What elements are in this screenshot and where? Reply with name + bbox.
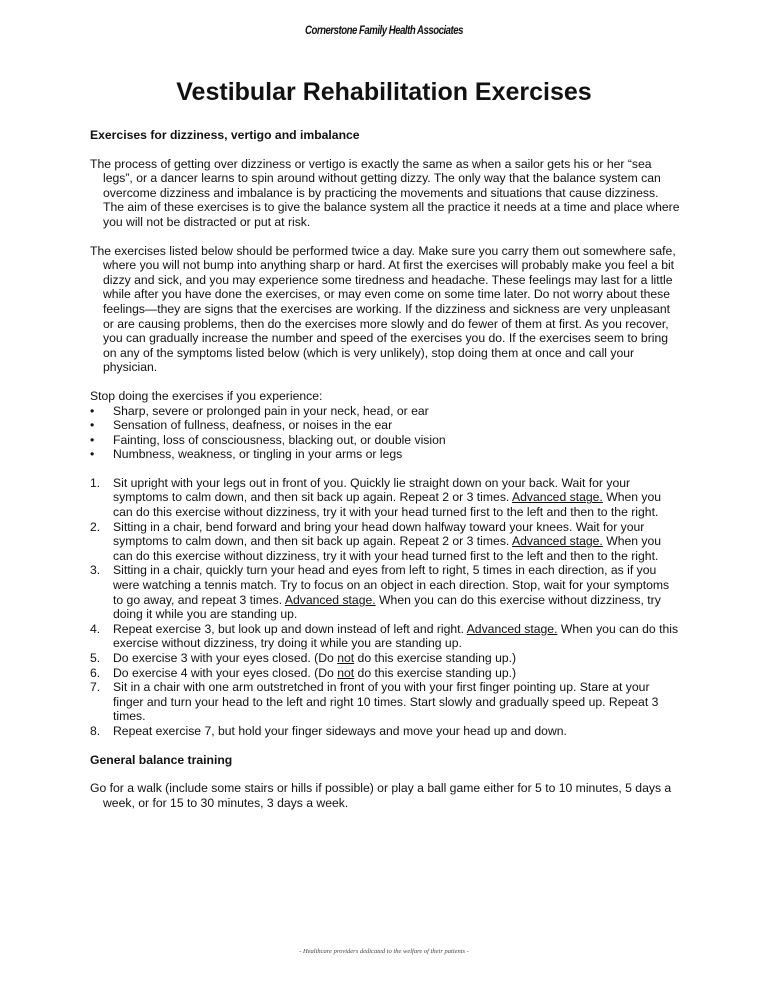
advanced-stage-label: Advanced stage. [512, 534, 603, 549]
exercise-number: 1. [90, 475, 101, 490]
symptom-text: Fainting, loss of consciousness, blacking out, or double vision [113, 432, 446, 447]
symptom-item [90, 447, 682, 462]
exercise-text-cont: do this exercise standing up.) [354, 665, 517, 680]
section-heading-exercises: Exercises for dizziness, vertigo and imbalance [90, 128, 360, 142]
exercise-number: 5. [90, 651, 101, 665]
page-title: Vestibular Rehabilitation Exercises [176, 78, 592, 106]
exercise-text-cont: When you can do this exercise without dizziness, try it with your head turned first to the left and then to the right. [113, 490, 662, 520]
symptom-text: Sensation of fullness, deafness, or noises in the ear [113, 418, 393, 433]
section-heading-balance: General balance training [90, 752, 233, 767]
exercise-number: 7. [90, 680, 101, 695]
practice-header: Cornerstone Family Health Associates [305, 23, 463, 37]
stop-intro: Stop doing the exercises if you experience: [90, 388, 323, 403]
exercise-item [90, 680, 682, 724]
exercise-text: Repeat exercise 3, but look up and down instead of left and right. [113, 621, 467, 636]
footer-tagline: - Healthcare providers dedicated to the welfare of their patients - [299, 948, 469, 955]
exercise-item [90, 724, 682, 739]
exercise-text: Repeat exercise 7, but hold your finger sideways and move your head up and down. [113, 723, 567, 738]
exercise-text-cont: When you can do this exercise without dizziness, try doing it while you are standing up. [113, 592, 661, 622]
exercise-item [90, 520, 682, 564]
exercise-number: 8. [90, 723, 101, 738]
exercise-number: 2. [90, 519, 101, 534]
symptom-list [90, 404, 682, 462]
advanced-stage-label: Advanced stage. [466, 621, 558, 636]
advanced-stage-label: Advanced stage. [512, 490, 603, 505]
exercise-item [90, 651, 682, 666]
exercise-item [90, 622, 682, 651]
exercise-text: Sitting in a chair, quickly turn your head and eyes from left to right, 5 times in each direction, as if you were watching a tennis match. Try to focus on an object in each direction. Stop, wait for your symptoms to go away, and repeat 3 times. [113, 563, 670, 607]
intro-paragraph: The process of getting over dizziness or vertigo is exactly the same as when a sailor gets his or her “sea legs”, or a dancer learns to spin around without getting dizzy. The only way that the balance system can overcome dizziness and imbalance is by practicing the movements and situations that cause dizziness. The aim of these exercises is to give the balance system all the practice it needs at a time and place where you will not be distracted or put at risk. [90, 156, 680, 229]
emphasis-not: not [337, 651, 355, 665]
exercise-item [90, 476, 682, 520]
advanced-stage-label: Advanced stage. [284, 592, 376, 607]
exercise-number: 3. [90, 563, 101, 578]
exercise-text-cont: When you can do this exercise without dizziness, try doing it while you are standing up. [113, 621, 679, 651]
exercise-number: 4. [90, 621, 101, 636]
bullet-icon: • [90, 403, 95, 418]
symptom-item [90, 433, 682, 448]
bullet-icon: • [90, 447, 95, 462]
exercise-text: Sit in a chair with one arm outstretched in front of you with your first finger pointing up. Stare at your finger and turn your head to the left and right 10 times. Start slowly and gradually speed up. Repeat 3 times. [113, 680, 659, 724]
exercise-text: Do exercise 4 with your eyes closed. (Do [113, 665, 338, 680]
symptom-item [90, 418, 682, 433]
exercise-text-cont: When you can do this exercise without dizziness, try it with your head turned first to the left and then to the right. [113, 534, 662, 563]
balance-paragraph: Go for a walk (include some stairs or hills if possible) or play a ball game either for 5 to 10 minutes, 5 days a week, or for 15 to 30 minutes, 3 days a week. [90, 781, 672, 810]
exercise-list [90, 476, 682, 739]
exercise-number: 6. [90, 665, 101, 680]
exercise-item [90, 666, 682, 681]
instructions-paragraph: The exercises listed below should be performed twice a day. Make sure you carry them out somewhere safe, where you will not bump into anything sharp or hard. At first the exercises will probably make you feel a bit dizzy and sick, and you may experience some tiredness and headache. These feelings may last for a little while after you have done the exercises, or may even come on some time later. Do not worry about these feelings—they are signs that the exercises are working. If the dizziness and sickness are very unpleasant or are causing problems, then do the exercises more slowly and do fewer of them at first. As you recover, you can gradually increase the number and speed of the exercises you do. If the exercises seem to bring on any of the symptoms listed below (which is very unlikely), stop doing them at once and call your physician. [90, 243, 676, 375]
emphasis-not: not [337, 665, 355, 680]
exercise-text: Sitting in a chair, bend forward and bring your head down halfway toward your knees. Wait for your symptoms to calm down, and then sit back up again. Repeat 2 or 3 times. [113, 519, 645, 549]
bullet-icon: • [90, 432, 95, 447]
exercise-item [90, 563, 682, 621]
bullet-icon: • [90, 418, 95, 433]
exercise-text: Do exercise 3 with your eyes closed. (Do [113, 651, 338, 665]
symptom-item [90, 404, 682, 419]
symptom-text: Sharp, severe or prolonged pain in your neck, head, or ear [113, 403, 429, 418]
document-body [90, 128, 682, 824]
exercise-text: Sit upright with your legs out in front of you. Quickly lie straight down on your back. Wait for your symptoms to calm down, and then sit back up again. Repeat 2 or 3 times. [113, 475, 631, 505]
exercise-text-cont: do this exercise standing up.) [354, 651, 517, 665]
symptom-text: Numbness, weakness, or tingling in your arms or legs [113, 447, 403, 462]
